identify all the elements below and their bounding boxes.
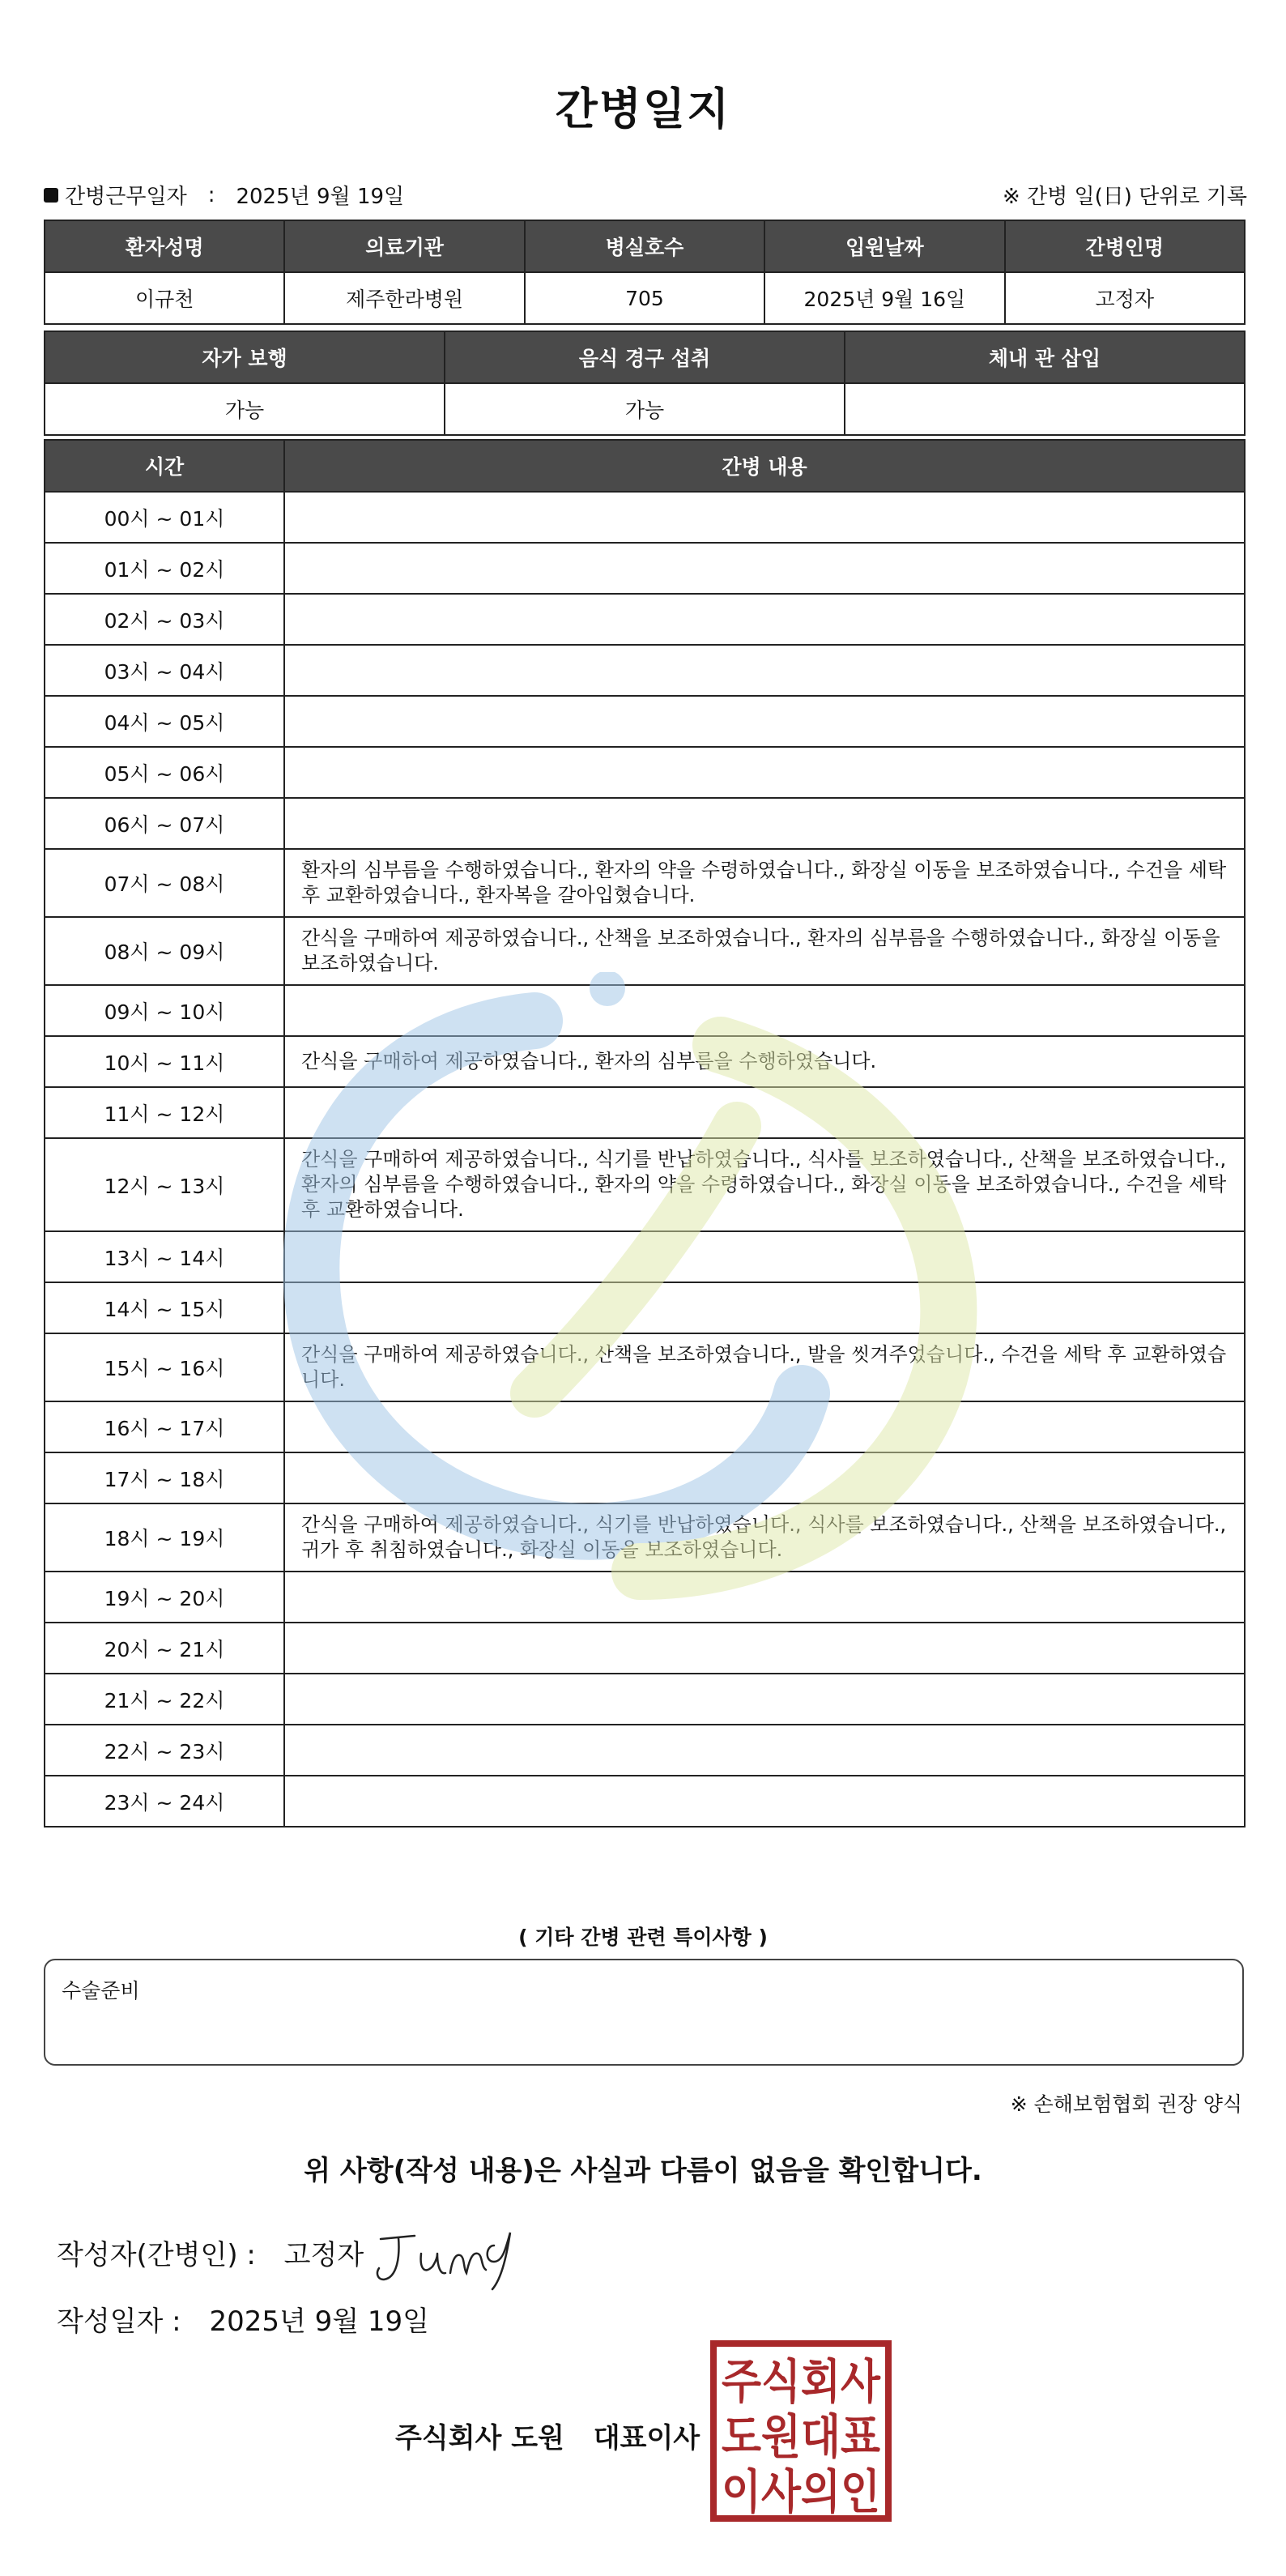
care-content: 환자의 심부름을 수행하였습니다., 환자의 약을 수령하였습니다., 화장실 이동을 보조하였습니다., 수건을 세탁 후 교환하였습니다., 환자복을 갈아입혔습니다. [284,849,1245,917]
time-slot: 19시 ~ 20시 [45,1572,284,1623]
care-content: 간식을 구매하여 제공하였습니다., 산책을 보조하였습니다., 발을 씻겨주었습니다., 수건을 세탁 후 교환하였습니다. [284,1333,1245,1401]
written-date-value: 2025년 9월 19일 [209,2305,430,2338]
header-admission-date: 입원날짜 [764,220,1004,272]
care-content [284,1623,1245,1674]
time-slot: 15시 ~ 16시 [45,1333,284,1401]
table-row [45,594,1245,645]
care-content: 간식을 구매하여 제공하였습니다., 식기를 반납하였습니다., 식사를 보조하였습니다., 산책을 보조하였습니다., 귀가 후 취침하였습니다., 화장실 이동을 보조하였습니다. [284,1503,1245,1572]
table-row [45,1036,1245,1087]
written-date-row [57,2299,449,2339]
writer-row [57,2233,383,2272]
svg-text:도원대표: 도원대표 [722,2409,880,2464]
confirmation-statement: 위 사항(작성 내용)은 사실과 다름이 없음을 확인합니다. [304,2155,982,2187]
table-row [45,696,1245,747]
care-content [284,1401,1245,1452]
writer-name: 고정자 [283,2239,364,2271]
unit-note: ※ 간병 일(日) 단위로 기록 [1002,185,1247,209]
time-slot: 17시 ~ 18시 [45,1452,284,1503]
table-row [45,1087,1245,1138]
table-row [45,1776,1245,1827]
time-slot: 10시 ~ 11시 [45,1036,284,1087]
care-content: 간식을 구매하여 제공하였습니다., 환자의 심부름을 수행하였습니다. [284,1036,1245,1087]
notes-text: 수술준비 [62,1979,140,2002]
svg-text:이사의인: 이사의인 [722,2464,880,2519]
care-content: 간식을 구매하여 제공하였습니다., 산책을 보조하였습니다., 환자의 심부름을 수행하였습니다., 화장실 이동을 보조하였습니다. [284,917,1245,985]
table-row [45,1401,1245,1452]
work-date-value: 2025년 9월 19일 [236,185,405,209]
header-time: 시간 [45,440,284,492]
table-row [45,1572,1245,1623]
table-row [45,1674,1245,1725]
header-caregiver: 간병인명 [1005,220,1245,272]
care-content [284,492,1245,543]
care-content [284,1231,1245,1282]
company-seal-stamp [709,2339,892,2523]
table-row [45,1503,1245,1572]
table-row [45,1623,1245,1674]
care-content [284,1572,1245,1623]
header-patient-name: 환자성명 [45,220,284,272]
time-slot: 18시 ~ 19시 [45,1503,284,1572]
writer-label: 작성자(간병인) : [57,2239,256,2271]
table-row [45,849,1245,917]
square-bullet-icon [44,188,58,203]
table-row [45,1452,1245,1503]
time-slot: 05시 ~ 06시 [45,747,284,798]
patient-name: 이규천 [45,272,284,324]
work-date-label: 간병근무일자 [65,185,187,209]
table-row [45,543,1245,594]
time-slot: 08시 ~ 09시 [45,917,284,985]
time-slot: 12시 ~ 13시 [45,1138,284,1231]
care-content [284,985,1245,1036]
walking-value: 가능 [45,383,445,435]
care-content [284,1452,1245,1503]
header-room: 병실호수 [525,220,764,272]
time-slot: 04시 ~ 05시 [45,696,284,747]
company-title: 대표이사 [593,2422,700,2454]
care-content [284,696,1245,747]
care-content [284,1087,1245,1138]
header-care-content: 간병 내용 [284,440,1245,492]
care-content [284,798,1245,849]
time-slot: 06시 ~ 07시 [45,798,284,849]
notes-box [44,1959,1244,2066]
notes-title: ( 기타 간병 관련 특이사항 ) [518,1926,768,1949]
header-tube: 체내 관 삽입 [845,331,1245,383]
care-content [284,1282,1245,1333]
care-log-table [44,439,1246,1828]
table-row [45,645,1245,696]
care-content [284,1776,1245,1827]
table-row [45,1138,1245,1231]
table-row [45,1725,1245,1776]
care-content [284,594,1245,645]
table-row [45,798,1245,849]
time-slot: 21시 ~ 22시 [45,1674,284,1725]
table-row [45,985,1245,1036]
admission-date: 2025년 9월 16일 [764,272,1004,324]
patient-info-table [44,220,1246,325]
time-slot: 09시 ~ 10시 [45,985,284,1036]
time-slot: 11시 ~ 12시 [45,1087,284,1138]
care-content [284,645,1245,696]
care-content [284,543,1245,594]
time-slot: 22시 ~ 23시 [45,1725,284,1776]
header-walking: 자가 보행 [45,331,445,383]
time-slot: 23시 ~ 24시 [45,1776,284,1827]
table-row [45,1231,1245,1282]
table-row [45,747,1245,798]
time-slot: 02시 ~ 03시 [45,594,284,645]
work-date-colon: : [207,182,215,207]
company-row [395,2416,719,2455]
recommend-note: ※ 손해보험협회 권장 양식 [1010,2092,1242,2116]
time-slot: 03시 ~ 04시 [45,645,284,696]
table-row [45,492,1245,543]
svg-text:주식회사: 주식회사 [722,2354,881,2409]
room-number: 705 [525,272,764,324]
time-slot: 01시 ~ 02시 [45,543,284,594]
document-title: 간병일지 [555,83,731,134]
work-date-row [44,180,404,210]
oral-intake-value: 가능 [445,383,845,435]
care-content [284,1674,1245,1725]
care-content [284,747,1245,798]
time-slot: 13시 ~ 14시 [45,1231,284,1282]
time-slot: 16시 ~ 17시 [45,1401,284,1452]
tube-value [845,383,1245,435]
time-slot: 14시 ~ 15시 [45,1282,284,1333]
caregiver-name: 고정자 [1005,272,1245,324]
table-row [45,917,1245,985]
table-row [45,1282,1245,1333]
hospital: 제주한라병원 [284,272,524,324]
company-name: 주식회사 도원 [395,2422,564,2454]
patient-status-table [44,331,1246,436]
written-date-label: 작성일자 : [57,2305,181,2338]
time-slot: 20시 ~ 21시 [45,1623,284,1674]
table-row [45,1333,1245,1401]
time-slot: 07시 ~ 08시 [45,849,284,917]
care-content [284,1725,1245,1776]
time-slot: 00시 ~ 01시 [45,492,284,543]
handwritten-signature [373,2221,526,2294]
header-hospital: 의료기관 [284,220,524,272]
header-oral-intake: 음식 경구 섭취 [445,331,845,383]
care-content: 간식을 구매하여 제공하였습니다., 식기를 반납하였습니다., 식사를 보조하였습니다., 산책을 보조하였습니다., 환자의 심부름을 수행하였습니다., 환자의 약을 수령하였습니다., 화장실 이동을 보조하였습니다., 수건을 세탁 후 교환하였습니다. [284,1138,1245,1231]
